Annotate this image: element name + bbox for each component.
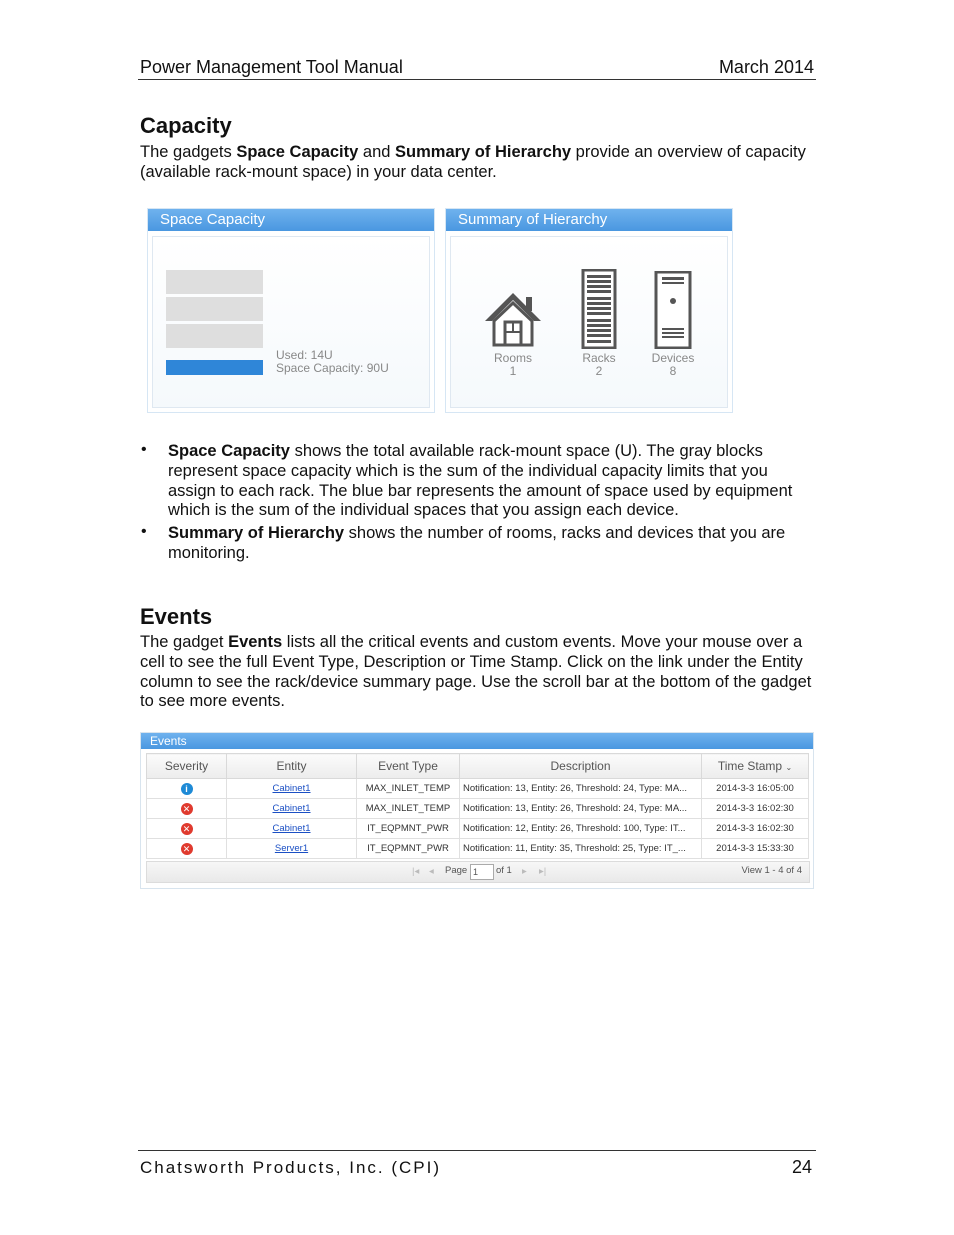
timestamp-cell[interactable]: 2014-3-3 16:02:30 [702,819,809,839]
events-gadget-title: Events [141,733,813,749]
table-row [147,799,809,819]
table-row [147,819,809,839]
col-entity[interactable]: Entity [227,754,357,779]
events-table [146,753,809,859]
hierarchy-racks[interactable] [569,269,629,378]
events-pager [146,861,810,883]
space-capacity-body [152,236,430,408]
racks-count: 2 [595,364,603,378]
devices-label: Devices [651,351,695,365]
rooms-label: Rooms [493,351,532,365]
rooms-count: 1 [509,364,517,378]
capacity-intro: The gadgets Space Capacity and Summary of Hierarchy provide an overview of capacity (available rack-mount space) in your data center. [140,143,806,181]
entity-cell [227,799,357,819]
events-header-row [147,754,809,779]
server-icon [654,271,692,349]
table-row [147,839,809,859]
timestamp-cell[interactable]: 2014-3-3 16:02:30 [702,799,809,819]
col-severity[interactable]: Severity [147,754,227,779]
col-time-stamp[interactable]: Time Stamp ⌄ [702,754,809,779]
space-capacity-label: Space Capacity: 90U [276,361,389,375]
capacity-block [166,297,263,321]
rack-icon [581,269,617,349]
events-heading: Events [140,604,213,629]
entity-cell [227,819,357,839]
page-input[interactable]: 1 [470,864,494,880]
header-date: March 2014 [718,57,814,77]
bullet-summary-hierarchy: Summary of Hierarchy shows the number of rooms, racks and devices that you are monitoring. [168,524,786,562]
entity-cell [227,839,357,859]
view-count: View 1 - 4 of 4 [741,865,802,876]
info-icon: i [181,783,193,795]
severity-cell [147,819,227,839]
severity-cell [147,839,227,859]
col-description[interactable]: Description [460,754,702,779]
timestamp-cell[interactable]: 2014-3-3 16:05:00 [702,779,809,799]
bullet-space-capacity: Space Capacity shows the total available rack-mount space (U). The gray blocks represent space capacity which is the sum of the individual capacity limits that you assign to each rack. The blue bar represents the amount of space used by equipment which is the sum of the individual spaces that you assign each device. [168,442,793,520]
severity-cell [147,799,227,819]
critical-icon: ✕ [181,843,193,855]
event-type-cell[interactable]: IT_EQPMNT_PWR [357,839,460,859]
table-row [147,779,809,799]
header-title: Power Management Tool Manual [140,57,403,77]
description-cell[interactable]: Notification: 13, Entity: 26, Threshold: 24, Type: MA... [460,779,702,799]
header-rule [138,79,816,80]
entity-link[interactable]: Server1 [274,843,309,854]
description-cell[interactable]: Notification: 11, Entity: 35, Threshold: 25, Type: IT_... [460,839,702,859]
severity-cell [147,779,227,799]
page-label: Page [445,865,468,876]
critical-icon: ✕ [181,803,193,815]
sort-icon: ⌄ [785,763,793,772]
footer-rule [138,1150,816,1151]
space-capacity-title: Space Capacity [148,209,434,231]
entity-link[interactable]: Cabinet1 [272,783,311,794]
description-cell[interactable]: Notification: 13, Entity: 26, Threshold: 24, Type: MA... [460,799,702,819]
house-icon [483,289,543,349]
first-page-icon[interactable]: |◂ [412,866,420,877]
events-gadget [140,732,814,889]
racks-label: Racks [582,351,616,365]
events-intro: The gadget Events lists all the critical events and custom events. Move your mouse over a cell to see the full Event Type, Description or Time Stamp. Click on the link under the Entity column to see the rack/device summary page. Use the scroll bar at the bottom of the gadget to see more events. [140,633,812,711]
timestamp-cell[interactable]: 2014-3-3 15:33:30 [702,839,809,859]
hierarchy-rooms[interactable] [481,289,545,378]
hierarchy-devices[interactable] [643,271,703,378]
summary-hierarchy-title: Summary of Hierarchy [446,209,732,231]
page-number: 24 [791,1157,812,1177]
description-cell[interactable]: Notification: 12, Entity: 26, Threshold: 100, Type: IT... [460,819,702,839]
used-label: Used: 14U [276,348,333,362]
capacity-block [166,324,263,348]
event-type-cell[interactable]: MAX_INLET_TEMP [357,779,460,799]
critical-icon: ✕ [181,823,193,835]
page-of-label: of 1 [496,865,512,876]
event-type-cell[interactable]: MAX_INLET_TEMP [357,799,460,819]
summary-hierarchy-gadget [445,208,733,413]
space-capacity-gadget [147,208,435,413]
col-event-type[interactable]: Event Type [357,754,460,779]
footer-company: Chatsworth Products, Inc. (CPI) [140,1158,442,1177]
entity-link[interactable]: Cabinet1 [272,803,311,814]
summary-hierarchy-body [450,236,728,408]
devices-count: 8 [669,364,677,378]
bullet-icon: • [141,523,147,540]
event-type-cell[interactable]: IT_EQPMNT_PWR [357,819,460,839]
last-page-icon[interactable]: ▸| [539,866,547,877]
bullet-icon: • [141,441,147,458]
capacity-block [166,270,263,294]
next-page-icon[interactable]: ▸ [522,866,527,877]
entity-cell [227,779,357,799]
capacity-heading: Capacity [140,113,232,138]
entity-link[interactable]: Cabinet1 [272,823,311,834]
prev-page-icon[interactable]: ◂ [429,866,434,877]
used-capacity-bar [166,360,263,375]
